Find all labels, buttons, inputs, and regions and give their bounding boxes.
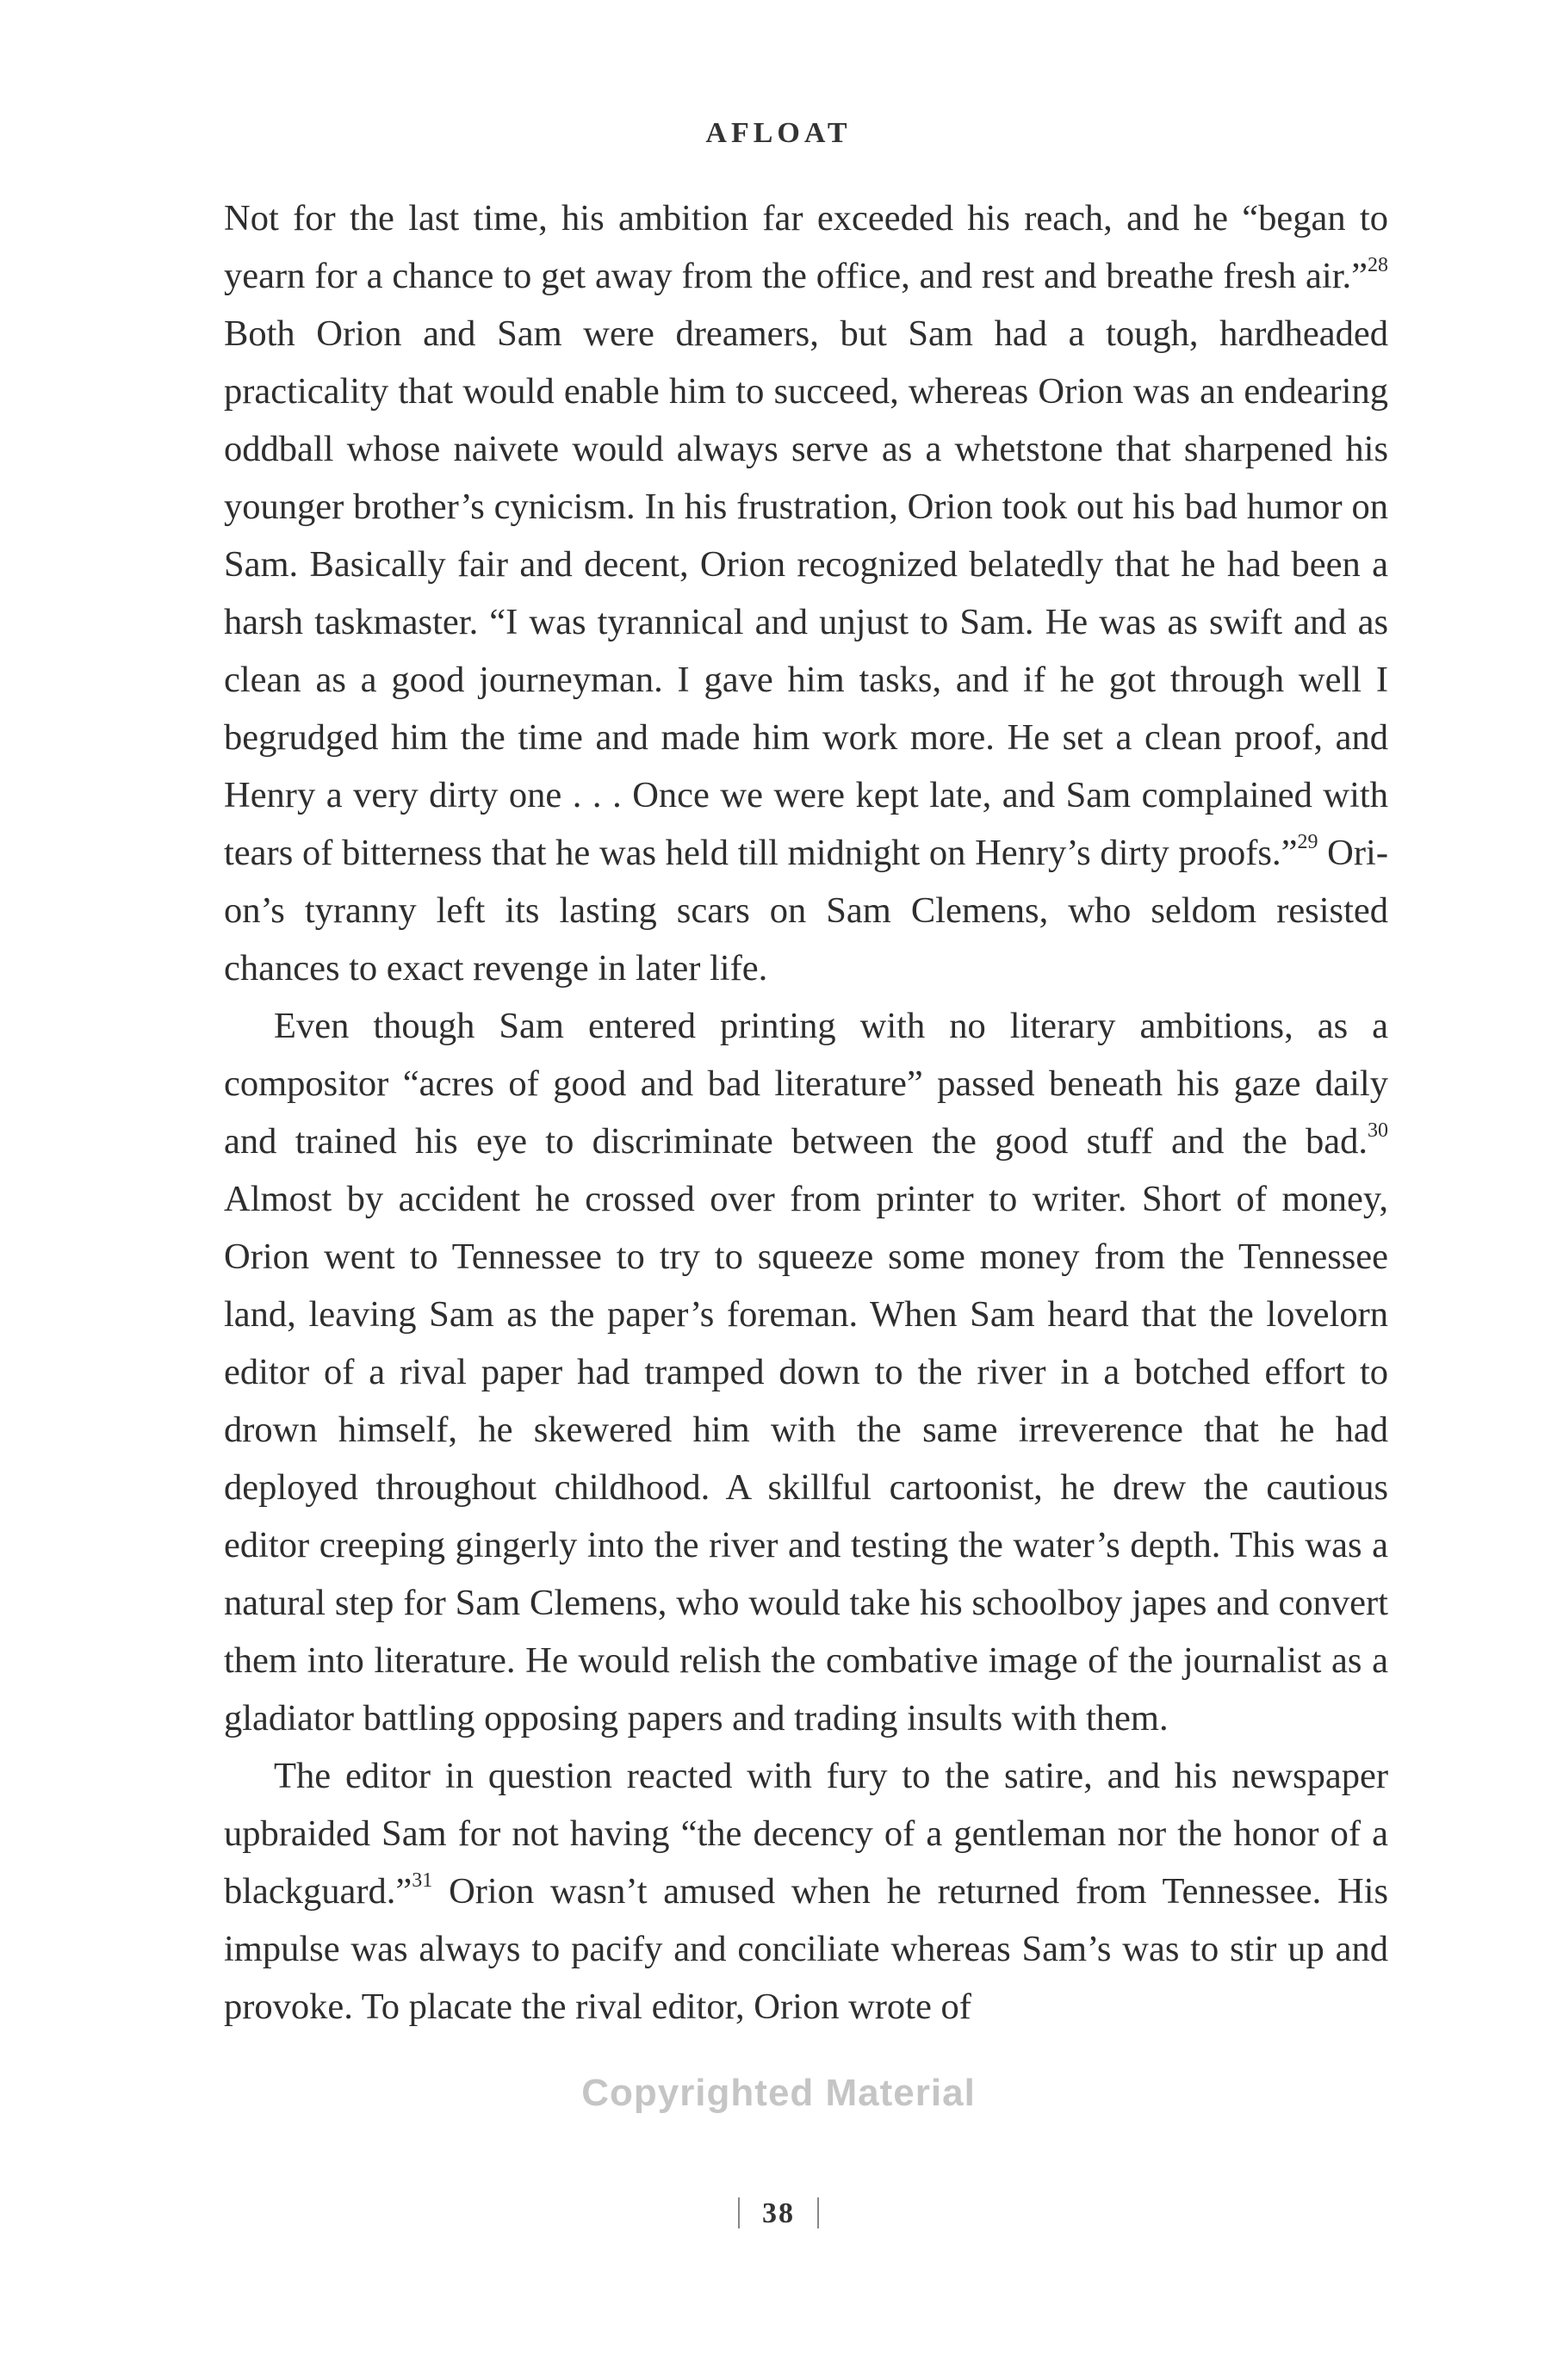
folio-divider-right	[817, 2197, 819, 2228]
paragraph-2	[224, 997, 1388, 1747]
paragraph-3	[224, 1747, 1388, 2036]
footnote-ref-30: 30	[1368, 1119, 1388, 1142]
footnote-ref-29: 29	[1297, 830, 1318, 853]
text-segment: Almost by accident he crossed over from printer to writer. Short of money, Orion went to Tennessee to try to squeeze some money from the Tennessee land, leaving Sam as the paper’s foreman. When Sam heard that the lovelorn editor of a rival paper had tramped down to the river in a botched effort to drown himself, he skewered him with the same irreverence that he had deployed throughout childhood. A skillful cartoonist, he drew the cautious editor creeping gingerly into the river and testing the water’s depth. This was a natural step for Sam Clemens, who would take his schoolboy japes and convert them into literature. He would relish the combative image of the journalist as a gladiator battling opposing papers and trading insults with them.	[224, 1179, 1388, 1739]
footnote-ref-28: 28	[1368, 253, 1388, 276]
text-segment: Even though Sam entered printing with no literary ambitions, as a compositor “acres of good and bad literature” passed beneath his gaze daily and trained his eye to discriminate between the good stuff and the bad.	[224, 1006, 1388, 1162]
body-text	[224, 189, 1388, 2036]
text-segment: Orion’s tyranny left its lasting scars on Sam Clemens, who seldom resisted chances to exact revenge in later life.	[224, 833, 1388, 989]
copyright-watermark: Copyrighted Material	[581, 2072, 976, 2114]
running-head: AFLOAT	[705, 117, 852, 149]
text-segment: Both Orion and Sam were dreamers, but Sam had a tough, hardheaded practicality that would enable him to succeed, whereas Orion was an endearing oddball whose naivete would always serve as a whetstone that sharpened his younger brother’s cynicism. In his frustration, Orion took out his bad humor on Sam. Basically fair and decent, Orion recognized belatedly that he had been a harsh taskmaster. “I was tyrannical and unjust to Sam. He was as swift and as clean as a good journeyman. I gave him tasks, and if he got through well I begrudged him the time and made him work more. He set a clean proof, and Henry a very dirty one . . . Once we were kept late, and Sam complained with tears of bitterness that he was held till midnight on Henry’s dirty proofs.”	[224, 313, 1388, 873]
text-segment: Orion wasn’t amused when he returned from Tennessee. His impulse was always to pacify and conciliate whereas Sam’s was to stir up and provoke. To placate the rival editor, Orion wrote of	[224, 1871, 1388, 2027]
footnote-ref-31: 31	[412, 1869, 433, 1892]
page-footer	[0, 2197, 1557, 2231]
page-number: 38	[762, 2197, 795, 2229]
folio-divider-left	[738, 2197, 740, 2228]
text-segment: Not for the last time, his ambition far exceeded his reach, and he “began to yearn for a chance to get away from the office, and rest and breathe fresh air.”	[224, 198, 1388, 296]
text-segment: The editor in question reacted with fury to the satire, and his newspaper upbraided Sam for not having “the decency of a gentleman nor the honor of a blackguard.”	[224, 1756, 1388, 1912]
paragraph-1	[224, 189, 1388, 997]
